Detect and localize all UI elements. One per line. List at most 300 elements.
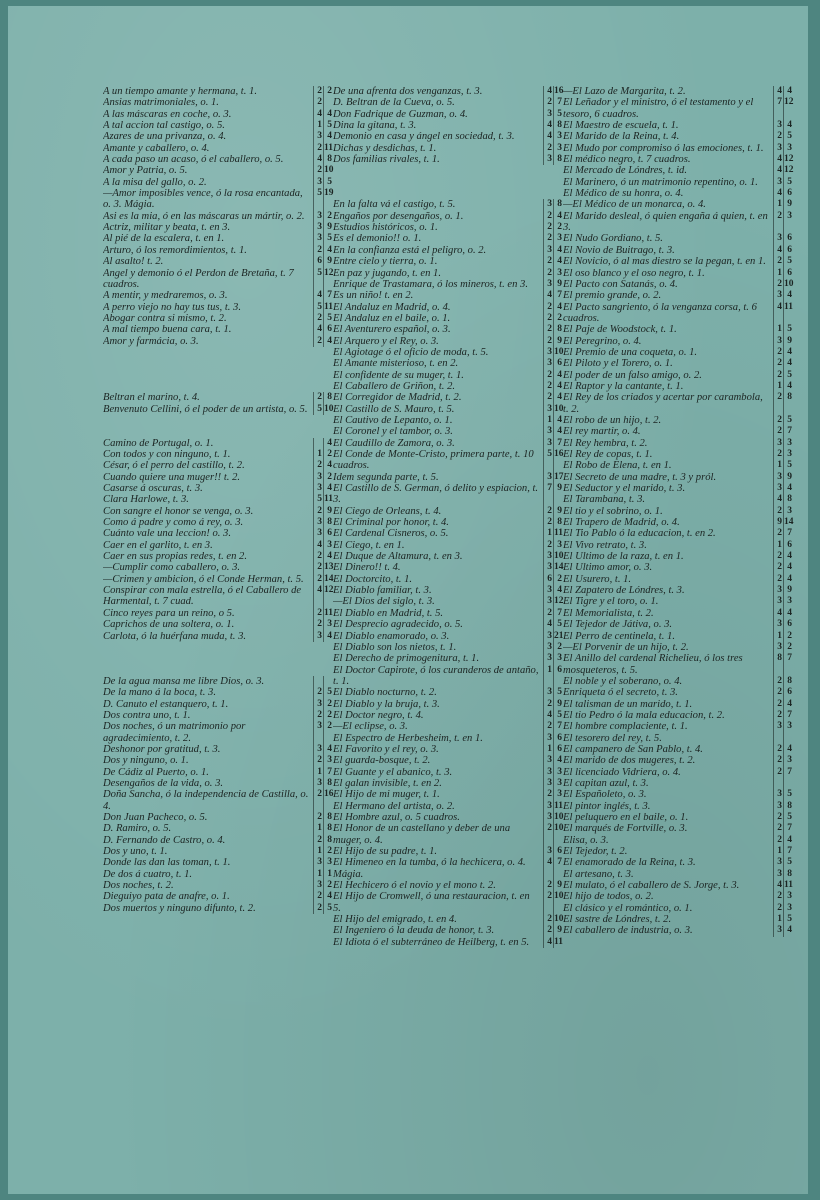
entry-title: El Piloto y el Torero, o. 1. <box>563 358 673 370</box>
entry-title: Amor y Patria, o. 5. <box>103 165 188 177</box>
entry-acts: 2 <box>313 812 323 823</box>
entry-title: Demonio en casa y ángel en sociedad, t. 3. <box>333 131 515 143</box>
entry-scenes: 7 <box>323 767 333 778</box>
entry-acts: 4 <box>773 154 783 165</box>
entry-scenes: 2 <box>553 222 563 233</box>
catalog-entry <box>333 199 563 210</box>
entry-scenes: 11 <box>324 301 333 312</box>
catalog-entry <box>103 880 333 891</box>
entry-acts: 2 <box>313 903 323 914</box>
entry-title: De dos á cuatro, t. 1. <box>103 868 193 880</box>
entry-title: El Novicio, ó al mas diestro se la pegan, t. en 1. <box>563 256 766 268</box>
entry-acts: 2 <box>543 256 553 267</box>
entry-title: El Españoleto, o. 3. <box>563 789 647 801</box>
catalog-entry <box>103 823 333 834</box>
catalog-entry <box>563 653 793 676</box>
entry-scenes: 6 <box>323 528 333 539</box>
entry-title: El tio Pedro ó la mala educacion, t. 2. <box>563 709 725 721</box>
entry-scenes: 10 <box>554 914 564 925</box>
catalog-entry <box>563 823 793 834</box>
catalog-entry <box>333 347 563 358</box>
entry-acts: 2 <box>773 676 783 687</box>
entry-scenes: 4 <box>323 131 333 142</box>
entry-scenes: 3 <box>783 211 793 234</box>
entry-scenes: 4 <box>553 585 563 596</box>
catalog-entry <box>563 392 793 415</box>
entry-acts: 2 <box>773 392 783 415</box>
catalog-entry <box>563 835 793 846</box>
catalog-entry <box>563 551 793 562</box>
entry-title: El premio grande, o. 2. <box>563 290 662 302</box>
entry-acts: 1 <box>313 767 323 778</box>
entry-title: El Cautivo de Lepanto, o. 1. <box>333 414 453 426</box>
entry-acts: 3 <box>543 472 553 483</box>
entry-scenes <box>323 97 333 108</box>
entry-scenes: 6 <box>783 687 793 698</box>
entry-acts: 2 <box>543 324 553 335</box>
catalog-entry <box>333 631 563 642</box>
catalog-entry <box>103 551 333 562</box>
entry-scenes: 4 <box>323 438 333 449</box>
catalog-entry <box>333 370 563 381</box>
entry-acts: 2 <box>543 381 553 392</box>
entry-scenes: 11 <box>784 880 793 891</box>
entry-acts: 8 <box>773 653 783 676</box>
entry-title: Don Juan Pacheco, o. 5. <box>103 812 208 824</box>
catalog-entry <box>103 97 333 108</box>
entry-scenes: 4 <box>783 347 793 358</box>
entry-scenes: 7 <box>553 438 563 449</box>
entry-scenes: 10 <box>553 891 563 914</box>
catalog-entry <box>333 358 563 369</box>
entry-scenes: 3 <box>783 596 793 607</box>
entry-scenes: 2 <box>323 86 333 97</box>
entry-title: El talisman de un marido, t. 1. <box>563 698 693 710</box>
catalog-entry <box>333 211 563 222</box>
entry-acts: 3 <box>313 699 323 710</box>
entry-title: D. Canuto el estanquero, t. 1. <box>103 698 229 710</box>
entry-scenes: 8 <box>323 835 333 846</box>
entry-title: Elisa, o. 3. <box>563 834 609 846</box>
entry-title: El Criminal por honor, t. 4. <box>333 517 449 529</box>
catalog-entry <box>563 710 793 721</box>
catalog-entry <box>103 528 333 539</box>
entry-scenes: 3 <box>553 789 563 800</box>
catalog-entry <box>103 903 333 914</box>
entry-acts: 4 <box>773 86 783 97</box>
entry-title: El sastre de Lóndres, t. 2. <box>563 914 672 926</box>
entry-scenes: 8 <box>553 324 563 335</box>
entry-acts: 3 <box>773 642 783 653</box>
entry-title: El Vivo retrato, t. 3. <box>563 539 647 551</box>
catalog-entry <box>563 574 793 585</box>
entry-acts: 5 <box>543 449 553 472</box>
catalog-entry <box>333 687 563 698</box>
entry-title: Desengaños de la vida, o. 3. <box>103 778 224 789</box>
catalog-entry <box>333 131 563 142</box>
entry-scenes: 2 <box>323 449 333 460</box>
entry-acts: 2 <box>313 86 323 97</box>
entry-acts: 2 <box>313 313 323 324</box>
entry-title: —Crimen y ambicion, ó el Conde Herman, t. 5. <box>103 573 304 585</box>
entry-acts: 3 <box>543 426 553 437</box>
entry-title: Entre cielo y tierra, o. 1. <box>333 256 438 268</box>
entry-acts: 3 <box>313 778 323 789</box>
entry-scenes: 8 <box>783 392 793 415</box>
entry-scenes: 5 <box>553 710 563 721</box>
catalog-entry <box>333 381 563 392</box>
entry-title: El Robo de Elena, t. en 1. <box>563 460 672 472</box>
entry-scenes <box>783 733 793 744</box>
catalog-entry <box>563 381 793 392</box>
catalog-entry <box>563 789 793 800</box>
entry-acts: 2 <box>773 279 783 290</box>
entry-scenes: 4 <box>323 891 333 902</box>
entry-scenes: 10 <box>324 403 334 414</box>
entry-acts: 3 <box>313 721 323 744</box>
entry-acts: 3 <box>543 404 553 415</box>
entry-title: D. Beltran de la Cueva, o. 5. <box>333 97 455 109</box>
entry-title: El Mercado de Lóndres, t. id. <box>563 165 687 177</box>
entry-acts: 2 <box>773 744 783 755</box>
entry-scenes: 8 <box>783 494 793 505</box>
entry-title: El Perro de centinela, t. 1. <box>563 630 675 642</box>
entry-scenes: 2 <box>783 631 793 642</box>
entry-acts: 3 <box>543 596 553 607</box>
entry-scenes: 13 <box>324 562 334 573</box>
entry-title: El Coronel y el tambor, o. 3. <box>333 426 453 438</box>
entry-acts: 2 <box>543 313 553 324</box>
entry-scenes: 4 <box>323 631 333 642</box>
entry-title: El Hijo de su padre, t. 1. <box>333 846 438 858</box>
entry-acts: 3 <box>313 233 323 244</box>
entry-acts: 4 <box>313 290 323 301</box>
catalog-entry <box>333 608 563 619</box>
entry-scenes: 4 <box>783 381 793 392</box>
entry-scenes: 7 <box>553 857 563 880</box>
entry-scenes: 11 <box>554 800 563 811</box>
entry-title: Enriqueta ó el secreto, t. 3. <box>563 687 678 699</box>
entry-title: Amante y caballero, o. 4. <box>103 142 210 154</box>
entry-title: El Caudillo de Zamora, o. 3. <box>333 437 455 449</box>
entry-scenes: 11 <box>554 528 563 539</box>
entry-title: El Marido desleal, ó quien engaña á quien, t. en 3. <box>563 210 768 234</box>
catalog-entry <box>563 744 793 755</box>
entry-scenes: 2 <box>323 710 333 721</box>
entry-title: El Ciego, t. en 1. <box>333 539 405 551</box>
catalog-entry <box>563 517 793 528</box>
entry-scenes: 5 <box>783 415 793 426</box>
catalog-entry <box>563 245 793 256</box>
entry-title: El Secreto de una madre, t. 3 y pról. <box>563 471 717 483</box>
entry-scenes: 3 <box>553 131 563 142</box>
entry-scenes: 7 <box>783 823 793 834</box>
entry-acts: 5 <box>313 188 323 211</box>
entry-title: De la agua mansa me libre Dios, o. 3. <box>103 675 265 687</box>
entry-title: Es el demonio!! o. 1. <box>333 233 422 245</box>
catalog-entry <box>103 574 333 585</box>
catalog-entry <box>333 857 563 880</box>
entry-title: Azares de una privanza, o. 4. <box>103 131 227 143</box>
entry-scenes: 2 <box>323 699 333 710</box>
entry-acts: 2 <box>313 755 323 766</box>
entry-title: Dos muertos y ninguno difunto, t. 2. <box>103 902 256 914</box>
entry-scenes: 4 <box>323 483 333 494</box>
entry-title: El caballero de industria, o. 3. <box>563 925 693 937</box>
entry-acts: 3 <box>313 517 323 528</box>
entry-scenes: 6 <box>553 665 563 688</box>
entry-acts: 2 <box>543 823 553 846</box>
entry-acts: 2 <box>773 812 783 823</box>
entry-acts: 3 <box>773 925 783 936</box>
entry-scenes: 3 <box>323 619 333 630</box>
entry-scenes: 5 <box>553 687 563 698</box>
entry-scenes: 11 <box>783 302 793 325</box>
entry-scenes: 4 <box>553 302 563 313</box>
entry-scenes: 4 <box>783 925 793 936</box>
entry-scenes: 5 <box>553 619 563 630</box>
catalog-entry <box>333 778 563 789</box>
catalog-entry <box>103 165 333 176</box>
entry-scenes: 4 <box>553 415 563 426</box>
entry-acts: 2 <box>543 392 553 403</box>
entry-title: El Trapero de Madrid, o. 4. <box>563 517 680 529</box>
catalog-entry <box>563 120 793 131</box>
entry-scenes: 5 <box>323 903 333 914</box>
entry-acts: 4 <box>773 165 783 176</box>
entry-acts <box>313 438 323 449</box>
entry-acts: 3 <box>773 789 783 800</box>
entry-title: El Seductor y el marido, t. 3. <box>563 483 686 495</box>
entry-scenes: 8 <box>323 823 333 834</box>
entry-scenes: 6 <box>783 619 793 630</box>
entry-acts: 3 <box>313 857 323 868</box>
entry-title: El Espectro de Herbesheim, t. en 1. <box>333 732 483 744</box>
entry-acts: 2 <box>543 506 553 517</box>
entry-title: En paz y jugando, t. en 1. <box>333 267 441 279</box>
entry-acts: 4 <box>773 494 783 505</box>
entry-acts: 1 <box>773 914 783 925</box>
entry-scenes <box>323 676 333 687</box>
catalog-entry <box>333 472 563 483</box>
entry-acts: 2 <box>543 608 553 619</box>
catalog-entry <box>563 687 793 698</box>
entry-acts: 1 <box>313 846 323 857</box>
entry-title: El Tejedor, t. 2. <box>563 846 628 858</box>
entry-title: —El Lazo de Margarita, t. 2. <box>563 86 686 97</box>
entry-title: El Diablo familiar, t. 3. <box>333 585 432 597</box>
entry-scenes: 4 <box>323 551 333 562</box>
entry-acts: 2 <box>313 835 323 846</box>
entry-title: El Novio de Buitrago, t. 3. <box>563 244 675 256</box>
entry-title: El tio y el sobrino, o. 1. <box>563 505 663 517</box>
entry-title: A un tiempo amante y hermana, t. 1. <box>103 86 257 97</box>
entry-scenes <box>783 778 793 789</box>
entry-scenes: 21 <box>554 630 564 641</box>
entry-title: El Tigre y el toro, o. 1. <box>563 596 659 608</box>
entry-title: Engaños por desengaños, o. 1. <box>333 210 464 222</box>
entry-title: El Marido de la Reina, t. 4. <box>563 131 680 143</box>
entry-scenes: 9 <box>553 699 563 710</box>
entry-title: Benvenuto Cellini, ó el poder de un artista, o. 5. <box>103 403 308 415</box>
entry-acts: 3 <box>543 778 553 789</box>
entry-title: A perro viejo no hay tus tus, t. 3. <box>103 301 242 313</box>
entry-title: Dos noches, ó un matrimonio por agradecimiento, t. 2. <box>103 721 246 744</box>
catalog-entry <box>103 619 333 630</box>
catalog-entry <box>333 925 563 936</box>
catalog-entry <box>333 846 563 857</box>
entry-title: El Hijo de Cromwell, ó una restauracion, t. en 5. <box>333 891 530 914</box>
entry-title: El Tejedor de Játiva, o. 3. <box>563 619 673 631</box>
entry-scenes: 2 <box>553 642 563 653</box>
entry-title: El Doctor Capirote, ó los curanderos de antaño, t. 1. <box>333 664 539 687</box>
entry-acts: 2 <box>543 880 553 891</box>
entry-scenes: 8 <box>553 199 563 210</box>
entry-acts: 2 <box>313 551 323 562</box>
entry-title: El Castillo de S. Mauro, t. 5. <box>333 403 455 415</box>
entry-scenes: 7 <box>553 290 563 301</box>
entry-scenes: 6 <box>783 233 793 244</box>
entry-title: Camino de Portugal, o. 1. <box>103 437 214 449</box>
entry-title: Cuánto vale una leccion! o. 3. <box>103 528 231 540</box>
entry-title: El Pacto sangriento, ó la venganza corsa, t. 6 cuadros. <box>563 301 757 324</box>
entry-title: Ansias matrimoniales, o. 1. <box>103 97 219 109</box>
catalog-entry <box>103 517 333 528</box>
entry-acts: 3 <box>313 880 323 891</box>
entry-scenes: 9 <box>553 506 563 517</box>
catalog-entry <box>333 86 563 97</box>
catalog-entry <box>103 755 333 766</box>
entry-title: Dieguiyo pata de anafre, o. 1. <box>103 891 230 903</box>
entry-acts: 9 <box>773 517 783 528</box>
catalog-entry <box>563 642 793 653</box>
catalog-entry <box>103 460 333 471</box>
entry-scenes: 3 <box>783 891 793 902</box>
entry-acts: 3 <box>543 279 553 290</box>
entry-title: El Hijo del emigrado, t. en 4. <box>333 914 457 926</box>
entry-acts: 3 <box>773 336 783 347</box>
catalog-entry <box>333 313 563 324</box>
catalog-entry <box>103 109 333 120</box>
entry-acts: 2 <box>313 97 323 108</box>
entry-scenes: 11 <box>324 607 333 618</box>
entry-title: El marido de dos mugeres, t. 2. <box>563 755 696 767</box>
entry-scenes: 5 <box>783 857 793 868</box>
entry-scenes: 7 <box>783 653 793 676</box>
entry-title: El Maestro de escuela, t. 1. <box>563 120 679 132</box>
entry-acts: 2 <box>313 143 323 154</box>
entry-acts: 2 <box>543 699 553 710</box>
entry-scenes: 17 <box>554 471 564 482</box>
entry-title: —El Médico de un monarca, o. 4. <box>563 199 706 211</box>
entry-scenes: 7 <box>783 846 793 857</box>
catalog-entry <box>333 336 563 347</box>
entry-acts: 2 <box>543 914 553 925</box>
catalog-entry <box>563 415 793 426</box>
catalog-entry <box>103 506 333 517</box>
catalog-entry <box>333 619 563 630</box>
entry-scenes: 9 <box>553 336 563 347</box>
entry-scenes: 4 <box>783 551 793 562</box>
entry-title: Dos noches, t. 2. <box>103 880 174 892</box>
catalog-entry <box>563 778 793 789</box>
entry-scenes: 8 <box>323 517 333 528</box>
catalog-entry <box>563 846 793 857</box>
entry-title: Casarse á oscuras, t. 3. <box>103 483 203 495</box>
entry-scenes: 3 <box>553 143 563 154</box>
catalog-entry <box>333 642 563 653</box>
entry-scenes: 8 <box>783 801 793 812</box>
catalog-entry <box>103 869 333 880</box>
entry-scenes: 7 <box>553 721 563 732</box>
entry-acts: 2 <box>543 222 553 233</box>
entry-title: D. Ramiro, o. 5. <box>103 823 172 835</box>
entry-scenes: 7 <box>323 290 333 301</box>
entry-scenes: 1 <box>323 869 333 880</box>
catalog-entry <box>103 336 333 347</box>
entry-title: El Diablo enamorado, o. 3. <box>333 630 450 642</box>
entry-title: El peluquero en el baile, o. 1. <box>563 812 689 823</box>
catalog-entry <box>333 449 563 472</box>
catalog-entry <box>103 562 333 573</box>
entry-title: El Derecho de primogenitura, t. 1. <box>333 653 480 665</box>
entry-title: Asi es la mia, ó en las máscaras un mártir, o. 2. <box>103 210 305 222</box>
entry-title: El enamorado de la Reina, t. 3. <box>563 857 696 869</box>
entry-acts: 6 <box>313 256 323 267</box>
entry-scenes: 6 <box>783 188 793 199</box>
catalog-entry <box>333 392 563 403</box>
entry-acts: 4 <box>543 120 553 131</box>
entry-acts: 2 <box>773 256 783 267</box>
entry-acts: 3 <box>543 812 553 823</box>
entry-title: El Rey de copas, t. 1. <box>563 449 653 460</box>
catalog-entry <box>333 596 563 607</box>
entry-title: —El Dios del siglo, t. 3. <box>333 596 435 608</box>
entry-scenes: 4 <box>553 392 563 403</box>
entry-scenes: 5 <box>783 131 793 142</box>
entry-title: El Dinero!! t. 4. <box>333 562 401 574</box>
entry-scenes: 9 <box>323 256 333 267</box>
entry-title: El Aventurero español, o. 3. <box>333 324 451 336</box>
catalog-entry <box>563 302 793 325</box>
entry-acts: 1 <box>313 869 323 880</box>
catalog-entry <box>333 562 563 573</box>
catalog-entry <box>563 472 793 483</box>
entry-acts: 4 <box>543 86 553 97</box>
entry-acts: 3 <box>773 619 783 630</box>
catalog-entry <box>563 528 793 539</box>
entry-scenes: 10 <box>554 812 564 823</box>
entry-acts: 5 <box>313 268 323 291</box>
catalog-entry <box>563 619 793 630</box>
entry-scenes: 14 <box>784 517 794 528</box>
entry-title: En la falta vá el castigo, t. 5. <box>333 199 456 211</box>
catalog-entry <box>563 188 793 199</box>
catalog-entry <box>333 506 563 517</box>
entry-title: Caprichos de una soltera, o. 1. <box>103 619 235 631</box>
catalog-entry <box>563 812 793 823</box>
play-catalog <box>103 86 793 948</box>
catalog-entry <box>333 551 563 562</box>
catalog-entry <box>103 268 333 291</box>
catalog-entry <box>103 449 333 460</box>
entry-title: El Ingeniero ó la deuda de honor, t. 3. <box>333 925 495 937</box>
entry-acts: 2 <box>543 143 553 154</box>
entry-acts: 3 <box>543 358 553 369</box>
catalog-entry <box>563 199 793 210</box>
entry-acts: 3 <box>543 733 553 744</box>
entry-title: El poder de un falso amigo, o. 2. <box>563 369 702 381</box>
